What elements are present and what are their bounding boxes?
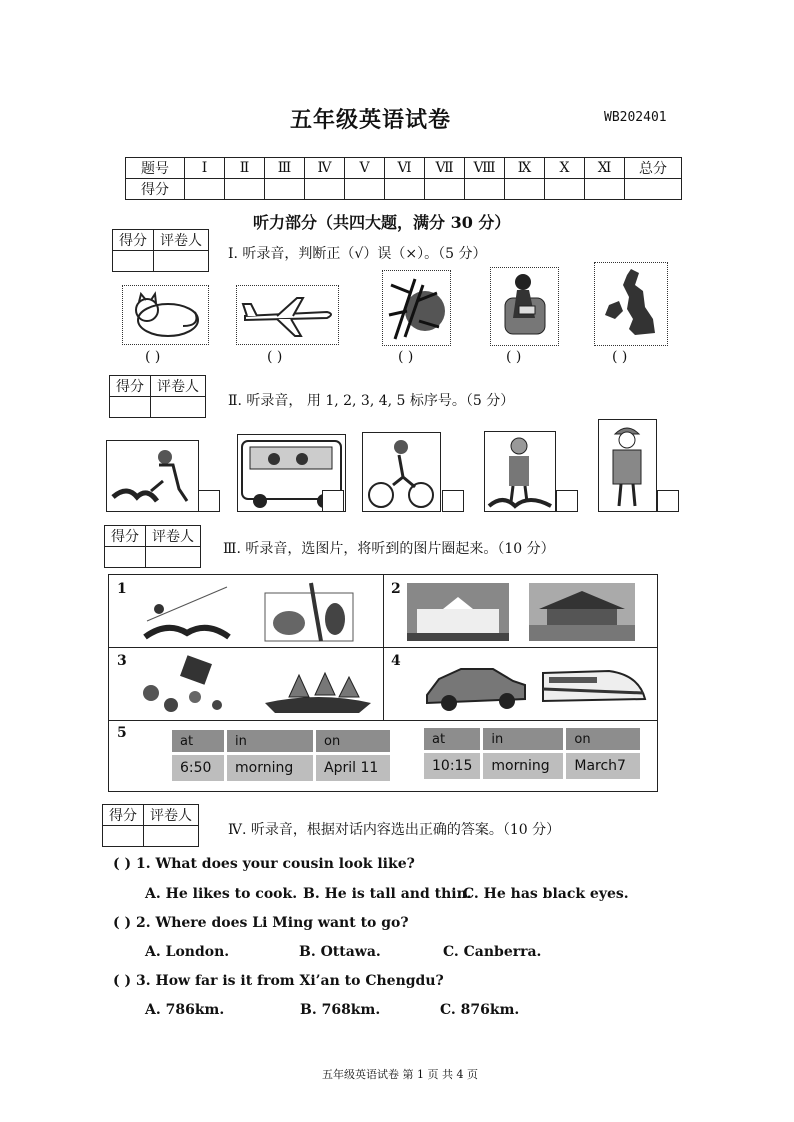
grader-reviewer-label: 评卷人 xyxy=(144,805,199,826)
item-number: 2 xyxy=(391,581,401,597)
time-option[interactable]: March7 xyxy=(566,753,640,779)
score-cell: 题号 xyxy=(126,158,185,179)
bamboo-sun-picture xyxy=(382,270,451,346)
map-icon xyxy=(595,263,667,345)
cat-icon xyxy=(123,286,208,344)
exam-code: WB202401 xyxy=(604,110,667,125)
grader-reviewer-cell[interactable] xyxy=(144,826,199,847)
woman-reading-picture xyxy=(490,267,559,346)
time-header: in xyxy=(227,730,313,752)
grader-score-label: 得分 xyxy=(110,376,151,397)
grader-score-label: 得分 xyxy=(103,805,144,826)
grader-reviewer-label: 评卷人 xyxy=(146,526,201,547)
firecrackers-picture[interactable] xyxy=(131,653,241,715)
option-c[interactable]: C. 876km. xyxy=(440,1002,520,1018)
item-number: 4 xyxy=(391,653,401,669)
question-2: ( ) 2. Where does Li Ming want to go? xyxy=(113,915,409,931)
option-b[interactable]: B. Ottawa. xyxy=(299,944,381,960)
cat-sleeping-picture xyxy=(122,285,209,345)
score-cell: Ⅹ xyxy=(545,158,585,179)
item-number: 5 xyxy=(117,725,127,741)
score-table xyxy=(125,157,682,200)
time-table-1 xyxy=(169,727,393,784)
grader-score-label: 得分 xyxy=(105,526,146,547)
score-input-cell[interactable] xyxy=(185,179,225,200)
score-cell: Ⅲ xyxy=(265,158,305,179)
grader-score-cell[interactable] xyxy=(105,547,146,568)
number-box[interactable] xyxy=(442,490,464,512)
score-cell: Ⅺ xyxy=(585,158,625,179)
cyclist-picture xyxy=(362,432,441,512)
score-input-cell[interactable] xyxy=(305,179,345,200)
woman-icon xyxy=(491,268,558,345)
score-cell: Ⅱ xyxy=(225,158,265,179)
score-input-cell[interactable] xyxy=(465,179,505,200)
grader-reviewer-cell[interactable] xyxy=(151,397,206,418)
time-option[interactable]: April 11 xyxy=(316,755,390,781)
high-speed-train-picture[interactable] xyxy=(539,659,649,711)
listening-part-title: 听力部分（共四大题，满分 30 分） xyxy=(253,213,511,232)
gardener-icon xyxy=(107,441,198,511)
item-number: 1 xyxy=(117,581,127,597)
car-picture[interactable] xyxy=(421,655,531,715)
answer-paren[interactable]: ( ) xyxy=(267,349,283,365)
worker-picture xyxy=(598,419,657,512)
page-footer: 五年级英语试卷 第 1 页 共 4 页 xyxy=(322,1068,478,1081)
parade-picture[interactable] xyxy=(137,581,237,641)
grader-score-cell[interactable] xyxy=(110,397,151,418)
score-cell: Ⅳ xyxy=(305,158,345,179)
time-header: in xyxy=(483,728,563,750)
score-input-cell[interactable] xyxy=(425,179,465,200)
time-table-2 xyxy=(421,725,643,782)
old-man-flowers-picture xyxy=(484,431,556,512)
section-3-heading: Ⅲ. 听录音，选图片，将听到的图片圈起来。（10 分） xyxy=(223,541,555,557)
time-header: on xyxy=(316,730,390,752)
airplane-icon xyxy=(237,286,338,344)
option-b[interactable]: B. 768km. xyxy=(300,1002,381,1018)
time-header: on xyxy=(566,728,640,750)
option-a[interactable]: A. London. xyxy=(145,944,230,960)
grader-score-cell[interactable] xyxy=(113,251,154,272)
score-input-cell[interactable] xyxy=(585,179,625,200)
score-input-cell[interactable] xyxy=(265,179,305,200)
option-a[interactable]: A. 786km. xyxy=(145,1002,225,1018)
number-box[interactable] xyxy=(198,490,220,512)
score-input-cell[interactable] xyxy=(225,179,265,200)
grader-reviewer-label: 评卷人 xyxy=(151,376,206,397)
score-input-cell[interactable] xyxy=(345,179,385,200)
score-input-cell[interactable] xyxy=(625,179,682,200)
number-box[interactable] xyxy=(556,490,578,512)
picture-choice-grid xyxy=(108,574,658,792)
grader-box xyxy=(112,229,209,272)
time-option[interactable]: 6:50 xyxy=(172,755,224,781)
dragon-boat-zongzi-picture[interactable] xyxy=(259,657,377,715)
gardener-picture xyxy=(106,440,199,512)
time-option[interactable]: morning xyxy=(227,755,313,781)
section-1-heading: Ⅰ. 听录音，判断正（√）误（×）。（5 分） xyxy=(228,246,487,262)
time-option[interactable]: morning xyxy=(483,753,563,779)
option-b[interactable]: B. He is tall and thin. xyxy=(303,886,472,902)
grader-box xyxy=(102,804,199,847)
number-box[interactable] xyxy=(657,490,679,512)
grader-reviewer-cell[interactable] xyxy=(154,251,209,272)
item-number: 3 xyxy=(117,653,127,669)
score-table-header-row xyxy=(126,158,682,179)
number-box[interactable] xyxy=(322,490,344,512)
white-house-picture[interactable] xyxy=(407,583,509,641)
score-cell: Ⅴ xyxy=(345,158,385,179)
answer-paren[interactable]: ( ) xyxy=(398,349,414,365)
score-cell: Ⅷ xyxy=(465,158,505,179)
score-row-label: 得分 xyxy=(126,179,185,200)
question-1: ( ) 1. What does your cousin look like? xyxy=(113,856,415,872)
bicycle-icon xyxy=(363,433,440,511)
grader-box xyxy=(104,525,201,568)
time-header: at xyxy=(424,728,480,750)
score-table-score-row xyxy=(126,179,682,200)
score-input-cell[interactable] xyxy=(545,179,585,200)
score-input-cell[interactable] xyxy=(385,179,425,200)
answer-paren[interactable]: ( ) xyxy=(506,349,522,365)
option-a[interactable]: A. He likes to cook. xyxy=(145,886,298,902)
time-option[interactable]: 10:15 xyxy=(424,753,480,779)
grader-box xyxy=(109,375,206,418)
grader-reviewer-label: 评卷人 xyxy=(154,230,209,251)
section-4-heading: Ⅳ. 听录音，根据对话内容选出正确的答案。（10 分） xyxy=(228,822,561,838)
option-c[interactable]: C. He has black eyes. xyxy=(463,886,629,902)
worker-icon xyxy=(599,420,656,511)
old-man-icon xyxy=(485,432,555,511)
score-cell: Ⅵ xyxy=(385,158,425,179)
exam-title: 五年级英语试卷 xyxy=(290,107,452,133)
score-cell: Ⅶ xyxy=(425,158,465,179)
forbidden-city-picture[interactable] xyxy=(529,583,635,641)
score-input-cell[interactable] xyxy=(505,179,545,200)
score-cell: 总分 xyxy=(625,158,682,179)
score-cell: I xyxy=(185,158,225,179)
option-c[interactable]: C. Canberra. xyxy=(443,944,542,960)
bamboo-icon xyxy=(383,271,450,345)
zoo-animals-picture[interactable] xyxy=(259,577,359,643)
grader-score-cell[interactable] xyxy=(103,826,144,847)
airplane-picture xyxy=(236,285,339,345)
grader-score-label: 得分 xyxy=(113,230,154,251)
answer-paren[interactable]: ( ) xyxy=(612,349,628,365)
question-3: ( ) 3. How far is it from Xi’an to Chengdu? xyxy=(113,973,444,989)
answer-paren[interactable]: ( ) xyxy=(145,349,161,365)
section-2-heading: Ⅱ. 听录音， 用 1, 2, 3, 4, 5 标序号。（5 分） xyxy=(228,393,515,409)
time-header: at xyxy=(172,730,224,752)
grader-reviewer-cell[interactable] xyxy=(146,547,201,568)
score-cell: Ⅸ xyxy=(505,158,545,179)
uk-map-picture xyxy=(594,262,668,346)
